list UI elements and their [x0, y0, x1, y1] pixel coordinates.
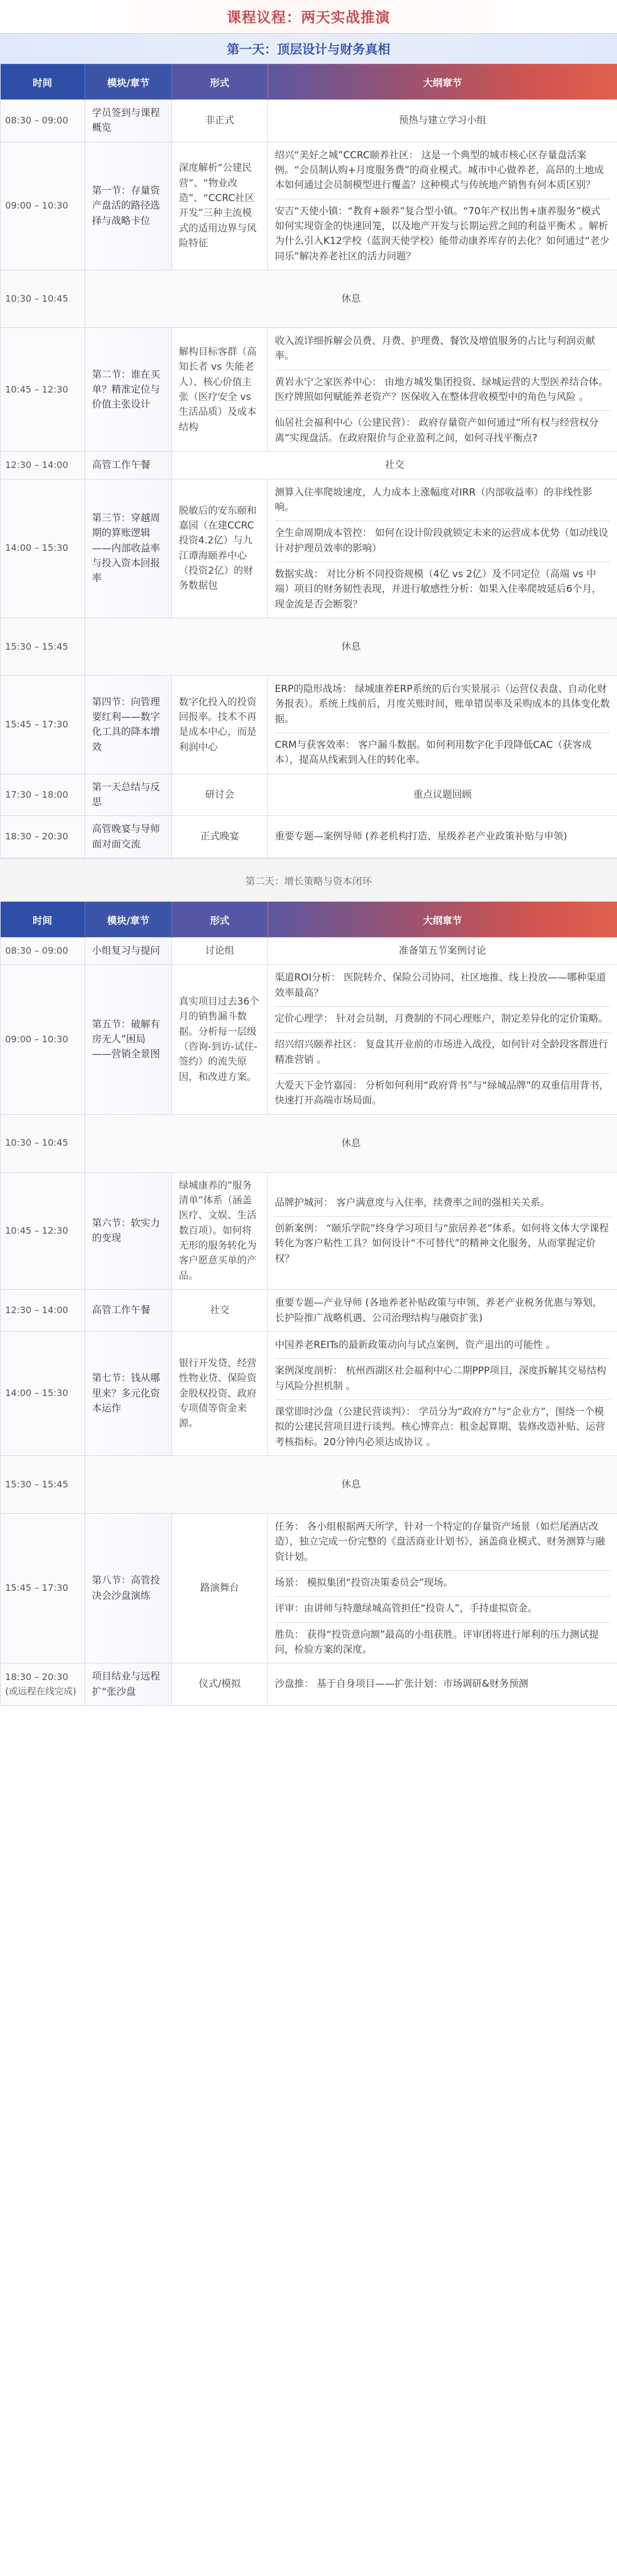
outline-cell — [268, 328, 617, 452]
agenda-row — [1, 1663, 617, 1706]
module-cell: 第二节：谁在买单？精准定位与价值主张设计 — [85, 328, 172, 452]
outline-item: 数据实战： 对比分析不同投资规模（4亿 vs 2亿）及不同定位（高端 vs 中端）项目的财务韧性表现，并进行敏感性分析：如果入住率爬坡延后6个月，现金流是否会断裂？ — [275, 568, 602, 610]
agenda-row — [1, 1172, 617, 1289]
outline-item: 胜负： 获得“投资意向额”最高的小组获胜。评审团将进行犀利的压力测试提问，检验方案的深度。 — [275, 1629, 599, 1655]
module-cell: 小组复习与提问 — [85, 938, 172, 965]
time-cell: 15:30 – 15:45 — [1, 1455, 85, 1513]
module-cell: 高管工作午餐 — [85, 452, 172, 479]
time-cell: 14:00 – 15:30 — [1, 479, 85, 618]
outline-cell — [268, 675, 617, 774]
outline-cell — [268, 774, 617, 816]
outline-cell — [268, 1331, 617, 1455]
agenda-row — [1, 479, 617, 618]
outline-item: 渠道ROI分析： 医院转介、保险公司协同、社区地推、线上投放——哪种渠道效率最高？ — [275, 970, 610, 1007]
outline-item: 任务： 各小组根据两天所学，针对一个特定的存量资产场景（如烂尾酒店改造），独立完成一份完整的《盘活商业计划书》，涵盖商业模式、财务测算与融资计划。 — [275, 1519, 610, 1571]
form-cell: 深度解析“公建民营”、“物业改造”、“CCRC社区开发”三种主流模式的适用边界与风险特征 — [172, 142, 268, 270]
outline-item: 重点议题回顾 — [413, 789, 472, 801]
outline-item: 准备第五节案例讨论 — [399, 945, 486, 957]
agenda-row — [1, 938, 617, 965]
day2-header: 第二天：增长策略与资本闭环 — [0, 858, 617, 902]
time-cell: 18:30 – 20:30 (或远程在线完成) — [1, 1663, 85, 1706]
module-cell: 学员签到与课程概览 — [85, 100, 172, 142]
header-time: 时间 — [1, 64, 85, 100]
module-cell: 第三节：穿越周期的算账逻辑——内部收益率与投入资本回报率 — [85, 479, 172, 618]
outline-cell — [268, 100, 617, 142]
time-cell: 17:30 – 18:00 — [1, 774, 85, 816]
time-cell: 08:30 – 09:00 — [1, 938, 85, 965]
header-form: 形式 — [172, 902, 268, 938]
day1-header: 第一天：顶层设计与财务真相 — [0, 34, 617, 64]
table-header-row — [1, 64, 617, 100]
time-cell: 15:45 – 17:30 — [1, 675, 85, 774]
header-module: 模块/章节 — [85, 64, 172, 100]
outline-item: 预热与建立学习小组 — [399, 115, 486, 127]
time-cell: 15:30 – 15:45 — [1, 618, 85, 675]
break-cell: 休息 — [85, 618, 617, 675]
outline-cell — [268, 816, 617, 858]
outline-item: 重要专题—产业导师 (各地养老补贴政策与申领、养老产业税务优惠与筹划，长护险推广战略机遇、公司治理结构与融资扩张) — [275, 1297, 603, 1324]
break-cell: 休息 — [85, 1455, 617, 1513]
agenda-row — [1, 1331, 617, 1455]
time-cell: 12:30 – 14:00 — [1, 1290, 85, 1332]
outline-item: 绍兴“美好之城”CCRC颐养社区： 这是一个典型的城市核心区存量盘活案例。“会员制认购+月度服务费”的商业模式。城市中心做养老，高昂的土地成本如何通过会员制模型进行覆盖？这种模式与传统地产销售有何本质区别？ — [275, 148, 610, 199]
outline-item: 品牌护城河： 客户满意度与入住率，续费率之间的强相关关系。 — [275, 1195, 610, 1217]
form-cell: 路演舞台 — [172, 1513, 268, 1663]
break-row — [1, 1455, 617, 1513]
outline-item: CRM与获客效率： 客户漏斗数据。如何利用数字化手段降低CAC（获客成本），提高从线索到入住的转化率。 — [275, 739, 592, 766]
module-cell: 高管工作午餐 — [85, 1290, 172, 1332]
form-cell: 绿城康养的”服务清单”体系（涵盖医疗、文娱、生活数百项）。如何将无形的服务转化为客户愿意买单的产品。 — [172, 1172, 268, 1289]
outline-item: 评审：由讲师与特邀绿城高管担任“投资人”，手持虚拟资金。 — [275, 1597, 610, 1622]
module-cell: 第五节：破解有房无人”困局——营销全景图 — [85, 965, 172, 1114]
agenda-title: 课程议程：两天实战推演 — [0, 0, 617, 34]
module-cell: 第一节：存量资产盘活的路径选择与战略卡位 — [85, 142, 172, 270]
time-cell: 10:30 – 10:45 — [1, 270, 85, 328]
form-cell: 社交 — [172, 1290, 268, 1332]
day1-table — [0, 64, 617, 858]
agenda-row — [1, 816, 617, 858]
header-outline: 大纲章节 — [268, 64, 617, 100]
module-cell: 项目结业与远程扩“张沙盘 — [85, 1663, 172, 1706]
form-cell: 讨论组 — [172, 938, 268, 965]
form-cell: 正式晚宴 — [172, 816, 268, 858]
form-cell: 银行开发贷、经营性物业贷、保险资金股权投资、政府专项债等资金来源。 — [172, 1331, 268, 1455]
outline-item: 黄岩永宁之家医养中心： 由地方城发集团投资、绿城运营的大型医养结合体。医疗牌照如何赋能养老资产？医保收入在整体营收模型中的角色与风险 。 — [275, 370, 610, 411]
time-cell: 10:45 – 12:30 — [1, 1172, 85, 1289]
break-row — [1, 618, 617, 675]
outline-cell: 社交 — [172, 452, 617, 479]
break-row — [1, 1114, 617, 1172]
time-cell: 10:30 – 10:45 — [1, 1114, 85, 1172]
outline-item: 定价心理学： 针对会员制，月费制的不同心理账户，制定差异化的定价策略。 — [275, 1007, 610, 1033]
form-cell: 数字化投入的投资回报率。技术不再是成本中心，而是利润中心 — [172, 675, 268, 774]
time-cell: 09:00 – 10:30 — [1, 142, 85, 270]
outline-item: 仙居社会福利中心（公建民营）： 政府存量资产如何通过“所有权与经营权分离”实现盘活。在政府限价与企业盈利之间，如何寻找平衡点? — [275, 417, 599, 444]
outline-item: 创新案例： “颐乐学院”终身学习项目与“旅居养老”体系。如何将文体大学课程转化为客户粘性工具？如何设计“不可替代”的精神文化服务，从而掌握定价权？ — [275, 1223, 609, 1265]
outline-cell — [268, 1513, 617, 1663]
table-header-row — [1, 902, 617, 938]
outline-cell — [268, 1172, 617, 1289]
form-cell: 非正式 — [172, 100, 268, 142]
module-cell: 第六节：软实力的变现 — [85, 1172, 172, 1289]
break-cell: 休息 — [85, 1114, 617, 1172]
module-cell: 第一天总结与反思 — [85, 774, 172, 816]
header-time: 时间 — [1, 902, 85, 938]
outline-cell — [268, 1290, 617, 1332]
time-cell: 09:00 – 10:30 — [1, 965, 85, 1114]
form-cell: 真实项目过去36个月的销售漏斗数据。分析每一层级（咨询-到访-试住-签约）的流失原因，和改进方案。 — [172, 965, 268, 1114]
outline-item: 课堂即时沙盘（公建民营谈判）： 学员分为“政府方”与“企业方”，围绕一个模拟的公建民营项目进行谈判。核心博弈点：租金起算期、装修改造补贴、运营考核指标。20分钟内必须达成协议 。 — [275, 1406, 605, 1448]
form-cell: 研讨会 — [172, 774, 268, 816]
outline-item: 安吉“天使小镇：“教育+颐养”复合型小镇。“70年产权出售+康养服务”模式如何实现资金的快速回笼，以及地产开发与长期运营之间的利益平衡术 。解析为什么引入K12学校（蓝润天使学校）能带动康养库存的去化？如何通过“老少同乐”解决养老社区的活力问题？ — [275, 205, 610, 262]
outline-cell — [268, 479, 617, 618]
outline-item: 绍兴绍兴颐养社区： 复盘其开业前的市场进入战役，如何针对全龄段客群进行精准营销 。 — [275, 1033, 610, 1074]
outline-item: 中国养老REITs的最新政策动向与试点案例，资产退出的可能性 。 — [275, 1338, 610, 1359]
break-cell: 休息 — [85, 270, 617, 328]
agenda-row — [1, 675, 617, 774]
outline-item: 重要专题—案例导师 (养老机构打造、星级养老产业政策补贴与申领) — [275, 831, 567, 843]
agenda-row — [1, 774, 617, 816]
outline-item: ERP的隐形战场： 绿城康养ERP系统的后台实景展示（运营仪表盘、自动化财务报表）。系统上线前后，月度关账时间，账单错误率及采购成本的具体变化数据。 — [275, 682, 610, 733]
module-cell: 第八节：高管投决会沙盘演练 — [85, 1513, 172, 1663]
break-row — [1, 270, 617, 328]
module-cell: 第四节：向管理要红利——数字化工具的降本增效 — [85, 675, 172, 774]
agenda-row — [1, 965, 617, 1114]
day2-table — [0, 902, 617, 1706]
agenda-row — [1, 142, 617, 270]
outline-item: 收入流详细拆解会员费、月费、护理费、餐饮及增值服务的占比与利润贡献率。 — [275, 334, 610, 370]
time-cell: 12:30 – 14:00 — [1, 452, 85, 479]
outline-cell — [268, 938, 617, 965]
module-cell: 高管晚宴与导师面对面交流 — [85, 816, 172, 858]
time-cell: 10:45 – 12:30 — [1, 328, 85, 452]
outline-item: 测算入住率爬坡速度，人力成本上涨幅度对IRR（内部收益率）的非线性影响。 — [275, 485, 610, 522]
outline-item: 案例深度剖析： 杭州西湖区社会福利中心二期PPP项目，深度拆解其交易结构与风险分担机制 。 — [275, 1359, 610, 1400]
outline-cell — [268, 965, 617, 1114]
time-cell: 08:30 – 09:00 — [1, 100, 85, 142]
agenda-row — [1, 452, 617, 479]
module-cell: 第七节：钱从哪里来？多元化资本运作 — [85, 1331, 172, 1455]
outline-cell — [268, 1663, 617, 1706]
outline-item: 沙盘推： 基于自身项目——扩张计划：市场调研&财务预测 — [275, 1678, 528, 1690]
outline-cell — [268, 142, 617, 270]
time-cell: 14:00 – 15:30 — [1, 1331, 85, 1455]
form-cell: 脱敏后的安东颐和嘉园（在建CCRC投资4.2亿）与九江谭海颐养中心（投资2亿）的财务数据包 — [172, 479, 268, 618]
agenda-row — [1, 1513, 617, 1663]
form-cell: 仪式/模拟 — [172, 1663, 268, 1706]
form-cell: 解构目标客群（高知长者 vs 失能老人）、核心价值主张（医疗安全 vs 生活品质）及成本结构 — [172, 328, 268, 452]
outline-item: 全生命周期成本管控： 如何在设计阶段就锁定未来的运营成本优势（如动线设计对护理员效率的影响） — [275, 521, 610, 562]
agenda-row — [1, 1290, 617, 1332]
header-module: 模块/章节 — [85, 902, 172, 938]
header-form: 形式 — [172, 64, 268, 100]
agenda-row — [1, 328, 617, 452]
outline-item: 大爱天下金竹嘉园： 分析如何利用“政府背书”与“绿城品牌”的双重信用背书，快速打开高端市场局面。 — [275, 1080, 609, 1107]
header-outline: 大纲章节 — [268, 902, 617, 938]
agenda-row — [1, 100, 617, 142]
outline-item: 场景： 模拟集团“投资决策委员会”现场。 — [275, 1571, 610, 1597]
time-cell: 18:30 – 20:30 — [1, 816, 85, 858]
time-cell: 15:45 – 17:30 — [1, 1513, 85, 1663]
